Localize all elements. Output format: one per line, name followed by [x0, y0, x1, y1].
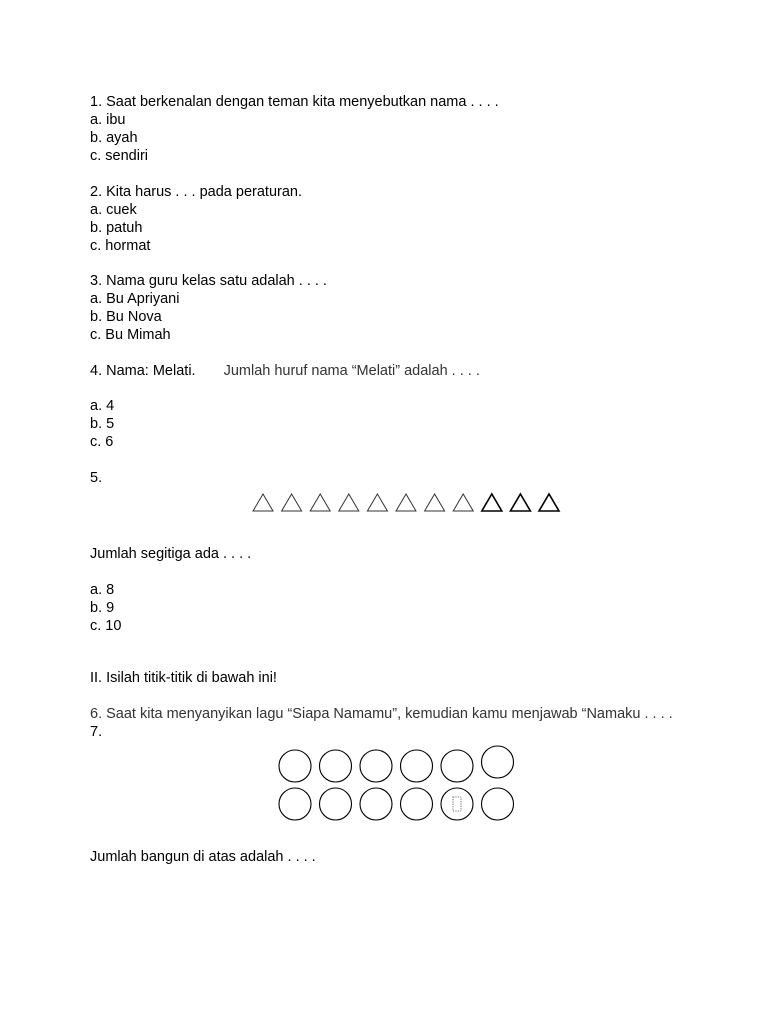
question-3-option-a: a. Bu Apriyani: [90, 291, 180, 307]
question-2-text: 2. Kita harus . . . pada peraturan.: [90, 184, 302, 200]
question-2-option-b: b. patuh: [90, 220, 143, 236]
triangle-shape: [282, 494, 302, 511]
question-4-text: [90, 362, 480, 380]
circle-shape: [441, 788, 473, 820]
circles-figure: [270, 742, 530, 828]
circle-shape: [401, 750, 433, 782]
question-3-option-b: b. Bu Nova: [90, 309, 162, 325]
question-5-option-a: a. 8: [90, 582, 115, 598]
dotted-box-mark: [453, 797, 461, 811]
triangle-shape: [339, 494, 359, 511]
question-4-option-a: a. 4: [90, 398, 115, 414]
triangle-shape: [539, 494, 559, 511]
question-1-option-a: a. ibu: [90, 112, 126, 128]
circle-shape: [401, 788, 433, 820]
question-5-number: 5.: [90, 470, 103, 486]
circle-shape: [360, 750, 392, 782]
triangle-shape: [396, 494, 416, 511]
question-5-text: Jumlah segitiga ada . . . .: [90, 546, 252, 562]
circle-shape: [320, 750, 352, 782]
triangle-shape: [253, 494, 273, 511]
question-4-option-b: b. 5: [90, 416, 115, 432]
circle-shape: [360, 788, 392, 820]
triangle-shape: [510, 494, 530, 511]
question-6-text: 6. Saat kita menyanyikan lagu “Siapa Namamu”, kemudian kamu menjawab “Namaku . . . .: [90, 706, 673, 722]
question-4-name: 4. Nama: Melati.: [90, 363, 196, 379]
question-5-option-c: c. 10: [90, 618, 122, 634]
question-3-option-c: c. Bu Mimah: [90, 327, 171, 343]
question-3-text: 3. Nama guru kelas satu adalah . . . .: [90, 273, 327, 289]
question-2-option-a: a. cuek: [90, 202, 137, 218]
triangle-shape: [310, 494, 330, 511]
question-1-option-b: b. ayah: [90, 130, 138, 146]
triangle-shape: [482, 494, 502, 511]
circle-shape: [279, 788, 311, 820]
question-1-option-c: c. sendiri: [90, 148, 149, 164]
section-2-heading: II. Isilah titik-titik di bawah ini!: [90, 670, 277, 686]
triangle-shape: [453, 494, 473, 511]
circle-shape: [482, 746, 514, 778]
circle-shape: [320, 788, 352, 820]
question-7-number: 7.: [90, 724, 103, 740]
question-2-option-c: c. hormat: [90, 238, 151, 254]
triangles-figure: [245, 488, 555, 518]
question-1-text: 1. Saat berkenalan dengan teman kita menyebutkan nama . . . .: [90, 94, 499, 110]
circle-shape: [441, 750, 473, 782]
question-5-option-b: b. 9: [90, 600, 115, 616]
question-4-option-c: c. 6: [90, 434, 114, 450]
question-7-text: Jumlah bangun di atas adalah . . . .: [90, 849, 316, 865]
circle-shape: [279, 750, 311, 782]
triangle-shape: [425, 494, 445, 511]
circle-shape: [482, 788, 514, 820]
question-4-prompt: Jumlah huruf nama “Melati” adalah . . . .: [223, 363, 480, 379]
triangle-shape: [367, 494, 387, 511]
